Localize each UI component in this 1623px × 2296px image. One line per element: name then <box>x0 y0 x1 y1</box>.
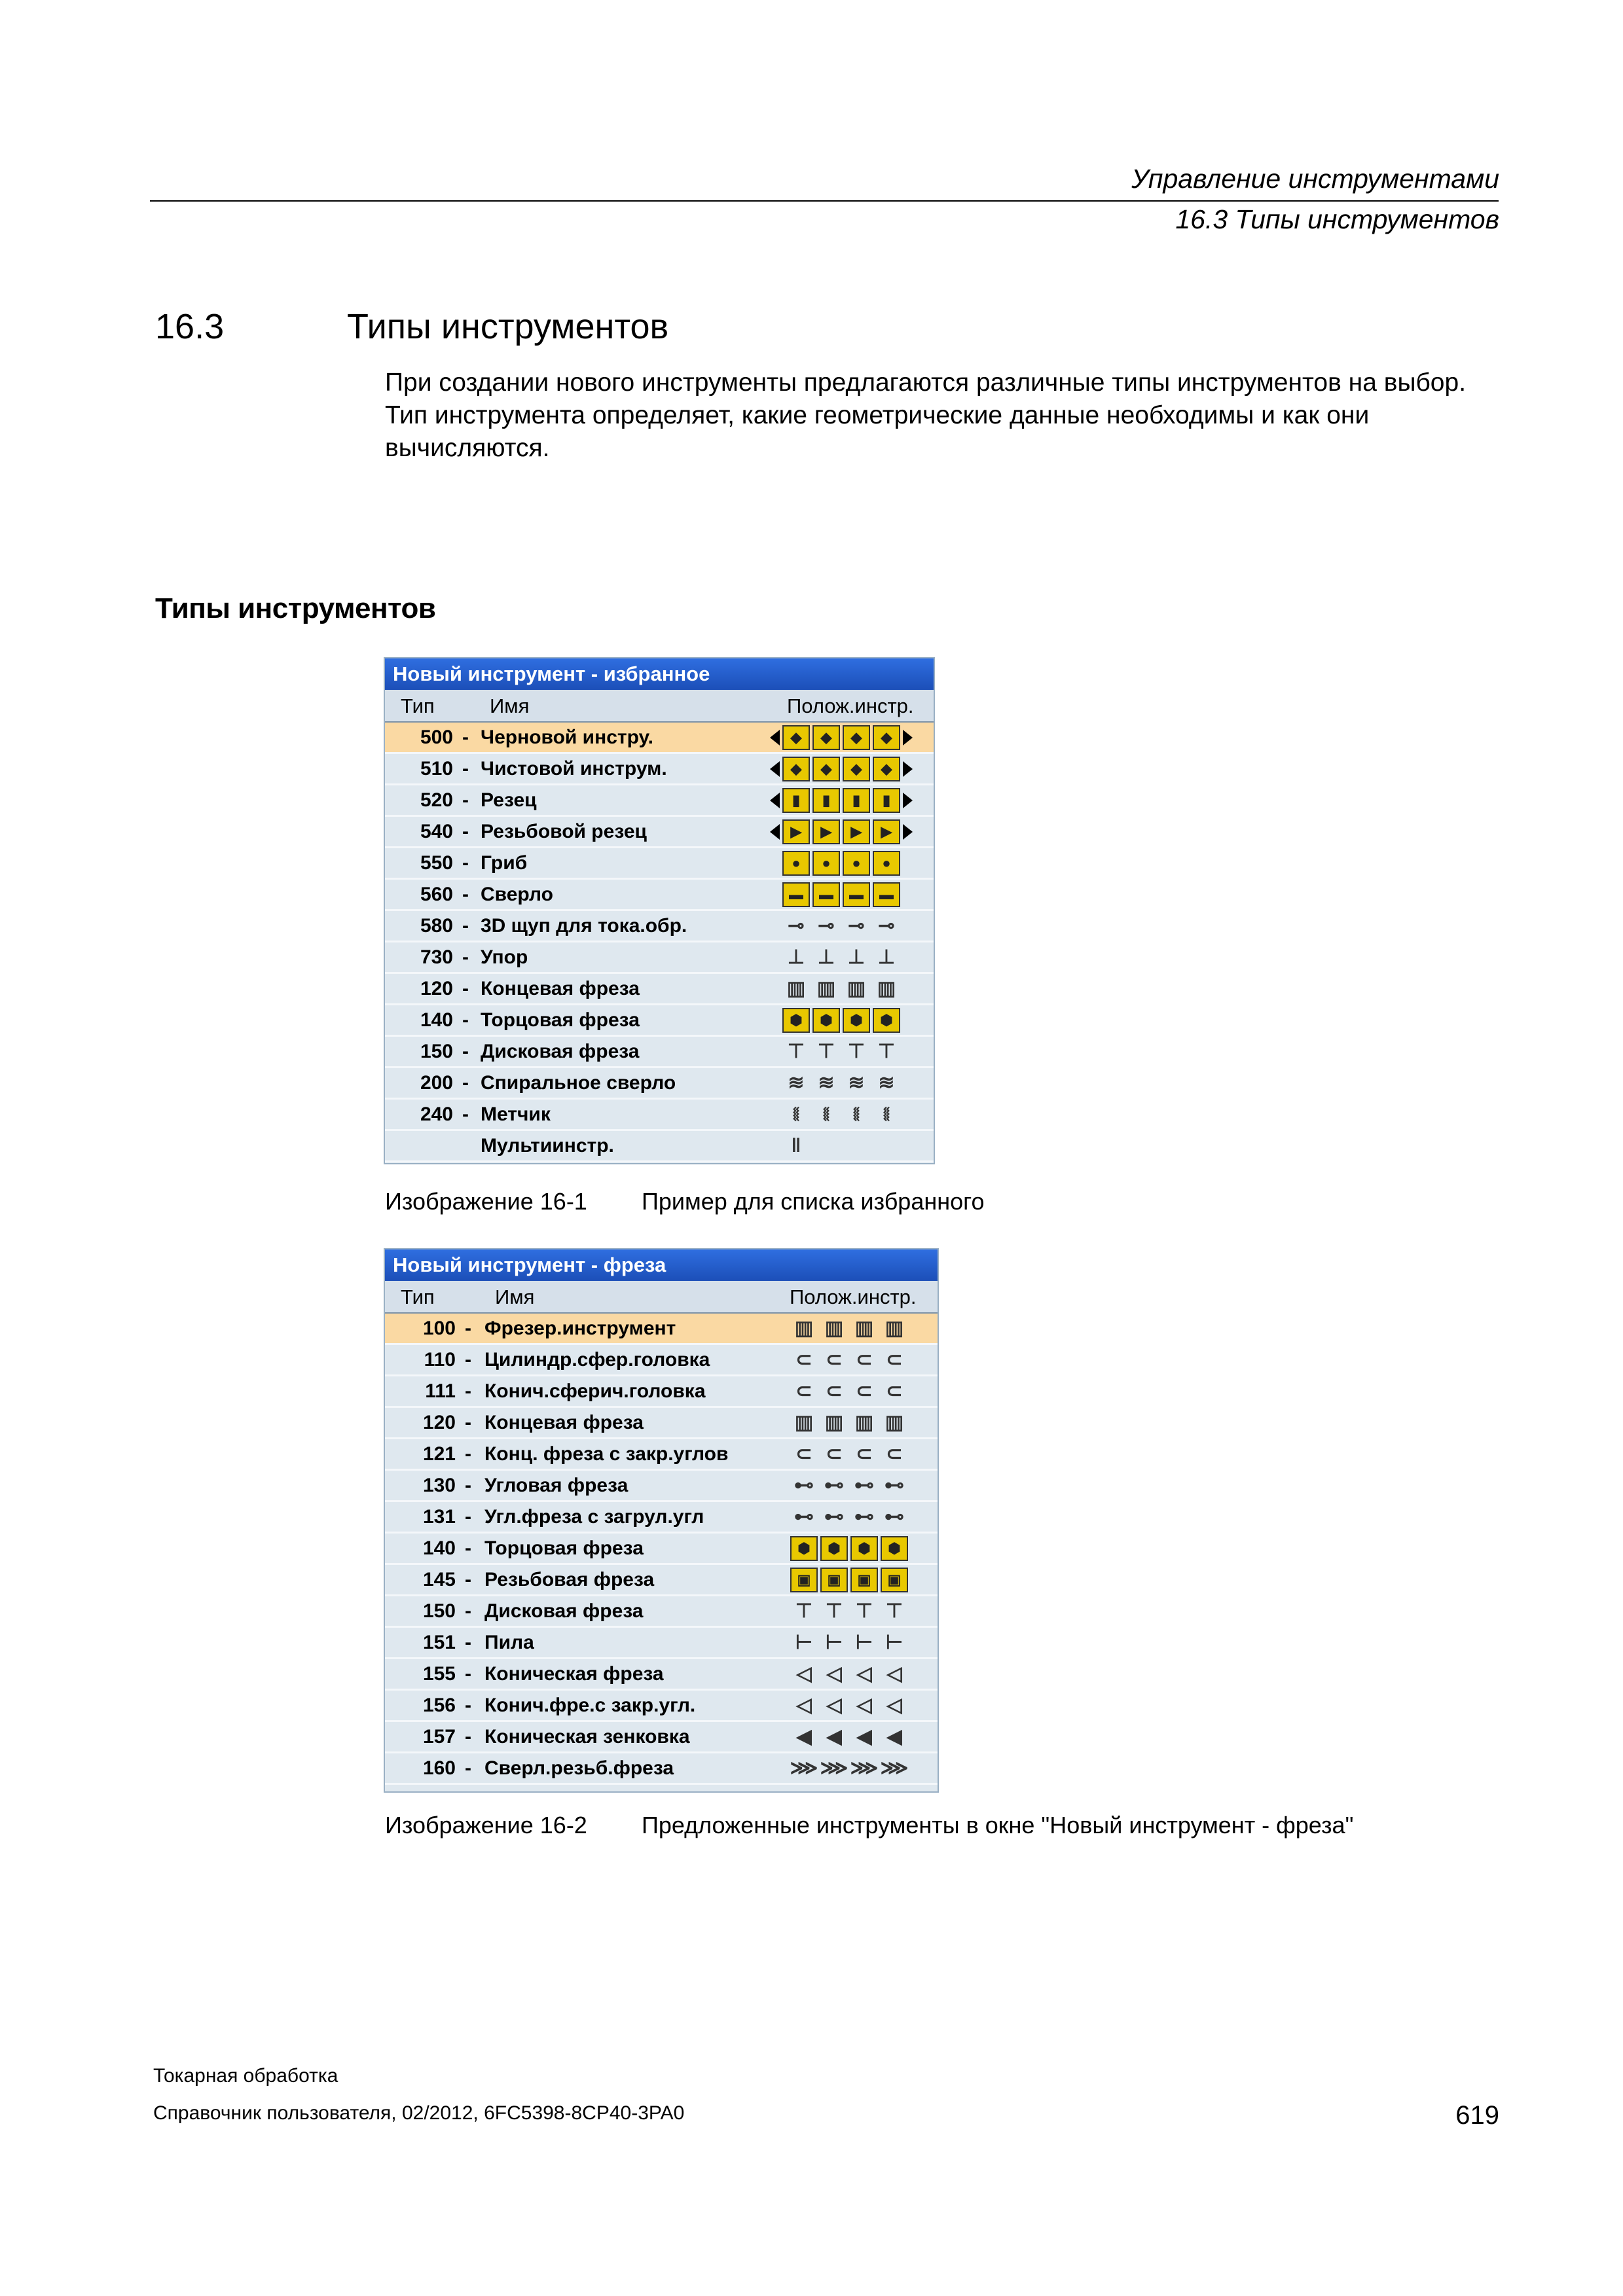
angle-head-icon[interactable]: ⊷ <box>794 1474 814 1496</box>
table-row[interactable] <box>385 817 934 848</box>
groove-tool-icon[interactable]: ▮ <box>843 788 870 813</box>
tool-type-number: 240 <box>420 1103 453 1125</box>
turning-insert-icon[interactable]: ◆ <box>843 725 870 750</box>
disc-mill-icon[interactable]: ⊤ <box>855 1600 873 1622</box>
column-position: Полож.инстр. <box>787 694 914 717</box>
tool-type-number: 160 <box>422 1757 456 1779</box>
separator-dash: - <box>462 1103 469 1125</box>
intro-paragraph: При создании нового инструменты предлагаются различные типы инструментов на выбор. Тип инструмента определяет, какие геометрические данные необходимы и как они вычисляются. <box>385 368 1467 462</box>
tool-name: 3D щуп для тока.обр. <box>481 915 687 937</box>
turning-insert-icon[interactable]: ◆ <box>873 757 900 781</box>
tool-position-icons <box>770 754 913 783</box>
figure2-caption-label: Изображение 16-2 <box>385 1812 587 1839</box>
button-tool-icon[interactable]: ● <box>843 851 870 876</box>
separator-dash: - <box>465 1757 471 1779</box>
taper-mill-icon[interactable]: ◁ <box>826 1694 842 1716</box>
groove-tool-icon[interactable]: ▮ <box>782 788 810 813</box>
tool-name: Мультиинстр. <box>481 1135 614 1157</box>
button-tool-icon[interactable]: ● <box>782 851 810 876</box>
separator-dash: - <box>462 758 469 780</box>
table-row[interactable] <box>385 723 934 754</box>
tool-position-icons <box>770 1005 902 1035</box>
disc-mill-icon[interactable]: ⊤ <box>825 1600 843 1622</box>
end-mill-icon[interactable]: ▥ <box>786 977 806 999</box>
tool-type-number: 540 <box>420 821 453 842</box>
twist-drill-icon[interactable]: ≋ <box>878 1071 895 1094</box>
saw-icon[interactable]: ⊢ <box>795 1631 813 1653</box>
tool-position-icons <box>770 785 913 815</box>
table-row[interactable] <box>385 1534 938 1565</box>
subheading: Типы инструментов <box>155 592 436 624</box>
tool-position-icons <box>770 1100 902 1129</box>
ball-mill-icon[interactable]: ⊂ <box>856 1443 873 1465</box>
table-row[interactable] <box>385 1408 938 1439</box>
tool-name: Черновой инстру. <box>481 726 653 748</box>
tool-position-icons <box>778 1345 909 1374</box>
groove-tool-icon[interactable]: ▮ <box>873 788 900 813</box>
table-row[interactable] <box>385 754 934 785</box>
multitool-icon[interactable]: ‖ <box>791 1134 801 1157</box>
countersink-icon[interactable]: ◀ <box>796 1725 812 1748</box>
table-row[interactable] <box>385 880 934 911</box>
table-row[interactable] <box>385 1722 938 1753</box>
tool-name: Торцовая фреза <box>484 1537 644 1559</box>
tool-type-number: 560 <box>420 884 453 905</box>
end-mill-icon[interactable]: ▥ <box>884 1411 904 1433</box>
separator-dash: - <box>462 978 469 999</box>
end-mill-icon[interactable]: ▥ <box>854 1411 874 1433</box>
column-header-row <box>385 690 934 723</box>
separator-dash: - <box>465 1506 471 1528</box>
groove-tool-icon[interactable]: ▮ <box>812 788 840 813</box>
disc-mill-icon[interactable]: ⊤ <box>817 1040 835 1062</box>
thread-tool-icon[interactable]: ▶ <box>873 819 900 844</box>
tool-type-number <box>385 1131 453 1160</box>
stop-icon[interactable]: ⊥ <box>877 946 896 968</box>
tool-name: Дисковая фреза <box>481 1041 640 1062</box>
face-mill-icon[interactable]: ⬢ <box>850 1536 878 1561</box>
end-mill-icon[interactable]: ▥ <box>816 977 836 999</box>
tool-type-number: 145 <box>422 1569 456 1590</box>
tool-name: Сверло <box>481 884 553 905</box>
separator-dash: - <box>462 726 469 748</box>
disc-mill-icon[interactable]: ⊤ <box>847 1040 866 1062</box>
probe-icon[interactable]: ⊸ <box>878 914 895 937</box>
mill-tool-icon[interactable]: ▥ <box>854 1317 874 1339</box>
table-row[interactable] <box>385 942 934 974</box>
milling-dialog <box>384 1248 939 1793</box>
ball-mill-icon[interactable]: ⊂ <box>856 1380 873 1402</box>
tool-position-icons <box>770 1131 811 1160</box>
drill-thread-mill-icon[interactable]: ⋙ <box>790 1757 818 1779</box>
angle-head-icon[interactable]: ⊷ <box>794 1505 814 1528</box>
face-mill-icon[interactable]: ⬢ <box>873 1008 900 1033</box>
section-title: Типы инструментов <box>347 307 669 346</box>
twist-drill-icon[interactable]: ≋ <box>788 1071 805 1094</box>
separator-dash: - <box>465 1443 471 1465</box>
figure1-caption-label: Изображение 16-1 <box>385 1188 587 1215</box>
column-header-row <box>385 1281 938 1314</box>
saw-icon[interactable]: ⊢ <box>885 1631 903 1653</box>
table-row[interactable] <box>385 1376 938 1408</box>
turning-insert-icon[interactable]: ◆ <box>812 725 840 750</box>
disc-mill-icon[interactable]: ⊤ <box>877 1040 896 1062</box>
face-mill-icon[interactable]: ⬢ <box>843 1008 870 1033</box>
end-mill-icon[interactable]: ▥ <box>847 977 866 999</box>
tool-type-number: 150 <box>420 1041 453 1062</box>
table-row[interactable] <box>385 1005 934 1037</box>
tool-position-icons <box>778 1502 909 1532</box>
table-row[interactable] <box>385 1439 938 1471</box>
table-row[interactable] <box>385 1345 938 1376</box>
tool-position-icons <box>770 880 902 909</box>
angle-head-icon[interactable]: ⊷ <box>824 1474 844 1496</box>
taper-mill-icon[interactable]: ◁ <box>856 1694 872 1716</box>
table-row[interactable] <box>385 848 934 880</box>
taper-mill-icon[interactable]: ◁ <box>796 1662 812 1685</box>
tool-position-icons <box>770 974 902 1003</box>
countersink-icon[interactable]: ◀ <box>886 1725 902 1748</box>
separator-dash: - <box>465 1569 471 1590</box>
stop-icon[interactable]: ⊥ <box>787 946 805 968</box>
drill-thread-mill-icon[interactable]: ⋙ <box>850 1757 879 1779</box>
tool-position-icons <box>770 942 902 972</box>
tool-position-icons <box>778 1471 909 1500</box>
separator-dash: - <box>465 1726 471 1748</box>
tool-name: Конц. фреза с закр.углов <box>484 1443 729 1465</box>
favorites-dialog <box>384 657 935 1164</box>
tool-position-icons <box>778 1534 909 1563</box>
ball-mill-icon[interactable]: ⊂ <box>856 1348 873 1371</box>
tool-position-icons <box>778 1753 909 1783</box>
tool-position-icons <box>770 1037 902 1066</box>
table-row[interactable] <box>385 911 934 942</box>
tool-position-icons <box>778 1565 909 1594</box>
separator-dash: - <box>462 852 469 874</box>
separator-dash: - <box>462 789 469 811</box>
taper-mill-icon[interactable]: ◁ <box>886 1694 902 1716</box>
end-mill-icon[interactable]: ▥ <box>794 1411 814 1433</box>
mill-tool-icon[interactable]: ▥ <box>884 1317 904 1339</box>
column-position: Полож.инстр. <box>790 1285 917 1308</box>
button-tool-icon[interactable]: ● <box>873 851 900 876</box>
arrow-right-icon[interactable] <box>903 761 913 777</box>
tap-icon[interactable]: ⧛ <box>822 1103 830 1125</box>
turning-insert-icon[interactable]: ◆ <box>812 757 840 781</box>
drill-icon[interactable]: ▬ <box>782 882 810 907</box>
tool-name: Концевая фреза <box>481 978 640 999</box>
end-mill-icon[interactable]: ▥ <box>877 977 896 999</box>
tool-type-number: 151 <box>422 1632 456 1653</box>
tool-name: Фрезер.инструмент <box>484 1318 676 1339</box>
table-row[interactable] <box>385 1753 938 1785</box>
table-row[interactable] <box>385 1502 938 1534</box>
tool-name: Цилиндр.сфер.головка <box>484 1349 710 1371</box>
button-tool-icon[interactable]: ● <box>812 851 840 876</box>
tool-type-number: 730 <box>420 946 453 968</box>
table-row[interactable] <box>385 1565 938 1596</box>
thread-mill-icon[interactable]: ▣ <box>881 1568 908 1592</box>
tool-type-number: 155 <box>422 1663 456 1685</box>
tool-name: Торцовая фреза <box>481 1009 640 1031</box>
running-header-section: 16.3 Типы инструментов <box>1175 204 1499 234</box>
face-mill-icon[interactable]: ⬢ <box>790 1536 818 1561</box>
end-mill-icon[interactable]: ▥ <box>824 1411 844 1433</box>
turning-insert-icon[interactable]: ◆ <box>782 757 810 781</box>
tool-name: Резьбовая фреза <box>484 1569 655 1590</box>
separator-dash: - <box>462 915 469 937</box>
tool-type-number: 131 <box>422 1506 456 1528</box>
tool-name: Пила <box>484 1632 534 1653</box>
countersink-icon[interactable]: ◀ <box>856 1725 872 1748</box>
column-name: Имя <box>490 694 530 717</box>
tool-list <box>385 723 934 1162</box>
disc-mill-icon[interactable]: ⊤ <box>795 1600 813 1622</box>
table-row[interactable] <box>385 1659 938 1691</box>
table-row[interactable] <box>385 1691 938 1722</box>
thread-tool-icon[interactable]: ▶ <box>843 819 870 844</box>
tool-name: Упор <box>481 946 528 968</box>
taper-mill-icon[interactable]: ◁ <box>826 1662 842 1685</box>
stop-icon[interactable]: ⊥ <box>817 946 835 968</box>
tool-position-icons <box>778 1722 909 1751</box>
angle-head-icon[interactable]: ⊷ <box>884 1505 904 1528</box>
drill-icon[interactable]: ▬ <box>812 882 840 907</box>
tool-name: Резьбовой резец <box>481 821 647 842</box>
saw-icon[interactable]: ⊢ <box>825 1631 843 1653</box>
tool-name: Гриб <box>481 852 528 874</box>
separator-dash: - <box>462 946 469 968</box>
separator-dash: - <box>465 1600 471 1622</box>
tap-icon[interactable]: ⧛ <box>792 1103 800 1125</box>
table-row[interactable] <box>385 1131 934 1162</box>
table-row[interactable] <box>385 974 934 1005</box>
ball-mill-icon[interactable]: ⊂ <box>826 1348 843 1371</box>
arrow-left-icon[interactable] <box>770 793 780 808</box>
twist-drill-icon[interactable]: ≋ <box>848 1071 865 1094</box>
arrow-right-icon[interactable] <box>903 793 913 808</box>
face-mill-icon[interactable]: ⬢ <box>782 1008 810 1033</box>
turning-insert-icon[interactable]: ◆ <box>843 757 870 781</box>
taper-mill-icon[interactable]: ◁ <box>796 1694 812 1716</box>
tool-position-icons <box>778 1376 909 1406</box>
figure2-caption-text: Предложенные инструменты в окне "Новый инструмент - фреза" <box>642 1812 1354 1839</box>
ball-mill-icon[interactable]: ⊂ <box>795 1348 812 1371</box>
tool-position-icons <box>778 1596 909 1626</box>
face-mill-icon[interactable]: ⬢ <box>881 1536 908 1561</box>
table-row[interactable] <box>385 1037 934 1068</box>
separator-dash: - <box>462 821 469 842</box>
tool-type-number: 110 <box>424 1349 456 1371</box>
dialog-title: Новый инструмент - избранное <box>385 658 934 690</box>
table-row[interactable] <box>385 785 934 817</box>
tool-position-icons <box>778 1628 909 1657</box>
tool-type-number: 150 <box>422 1600 456 1622</box>
arrow-left-icon[interactable] <box>770 730 780 745</box>
tool-type-number: 140 <box>422 1537 456 1559</box>
thread-tool-icon[interactable]: ▶ <box>782 819 810 844</box>
tool-name: Дисковая фреза <box>484 1600 644 1622</box>
drill-icon[interactable]: ▬ <box>873 882 900 907</box>
tool-position-icons <box>770 723 913 752</box>
tool-name: Чистовой инструм. <box>481 758 667 780</box>
countersink-icon[interactable]: ◀ <box>826 1725 842 1748</box>
table-row[interactable] <box>385 1628 938 1659</box>
separator-dash: - <box>465 1663 471 1685</box>
tool-position-icons <box>778 1691 909 1720</box>
disc-mill-icon[interactable]: ⊤ <box>787 1040 805 1062</box>
tap-icon[interactable]: ⧛ <box>883 1103 890 1125</box>
probe-icon[interactable]: ⊸ <box>848 914 865 937</box>
ball-mill-icon[interactable]: ⊂ <box>886 1443 903 1465</box>
drill-thread-mill-icon[interactable]: ⋙ <box>820 1757 848 1779</box>
tool-type-number: 120 <box>422 1412 456 1433</box>
separator-dash: - <box>465 1632 471 1653</box>
tool-type-number: 120 <box>420 978 453 999</box>
twist-drill-icon[interactable]: ≋ <box>818 1071 835 1094</box>
dialog-title: Новый инструмент - фреза <box>385 1249 938 1281</box>
column-type: Тип <box>401 694 435 717</box>
ball-mill-icon[interactable]: ⊂ <box>826 1380 843 1402</box>
tool-type-number: 130 <box>422 1475 456 1496</box>
tool-type-number: 580 <box>420 915 453 937</box>
ball-mill-icon[interactable]: ⊂ <box>886 1348 903 1371</box>
taper-mill-icon[interactable]: ◁ <box>856 1662 872 1685</box>
separator-dash: - <box>465 1537 471 1559</box>
taper-mill-icon[interactable]: ◁ <box>886 1662 902 1685</box>
tool-type-number: 520 <box>420 789 453 811</box>
mill-tool-icon[interactable]: ▥ <box>824 1317 844 1339</box>
separator-dash: - <box>465 1412 471 1433</box>
tool-name: Конич.сферич.головка <box>484 1380 706 1402</box>
thread-mill-icon[interactable]: ▣ <box>850 1568 878 1592</box>
angle-head-icon[interactable]: ⊷ <box>854 1505 874 1528</box>
ball-mill-icon[interactable]: ⊂ <box>826 1443 843 1465</box>
page-number: 619 <box>1455 2101 1499 2130</box>
table-row[interactable] <box>385 1471 938 1502</box>
drill-thread-mill-icon[interactable]: ⋙ <box>880 1757 909 1779</box>
tool-name: Сверл.резьб.фреза <box>484 1757 674 1779</box>
tool-name: Угл.фреза с загрул.угл <box>484 1506 704 1528</box>
tool-name: Конич.фре.с закр.угл. <box>484 1695 696 1716</box>
tool-position-icons <box>770 911 902 941</box>
angle-head-icon[interactable]: ⊷ <box>854 1474 874 1496</box>
tool-type-number: 121 <box>422 1443 456 1465</box>
tool-name: Резец <box>481 789 537 811</box>
saw-icon[interactable]: ⊢ <box>855 1631 873 1653</box>
tap-icon[interactable]: ⧛ <box>852 1103 860 1125</box>
arrow-left-icon[interactable] <box>770 761 780 777</box>
separator-dash: - <box>462 884 469 905</box>
footer-doc-info: Справочник пользователя, 02/2012, 6FC5398-8CP40-3PA0 <box>153 2102 685 2124</box>
turning-insert-icon[interactable]: ◆ <box>873 725 900 750</box>
running-header-chapter: Управление инструментами <box>1131 164 1499 194</box>
figure1-caption-text: Пример для списка избранного <box>642 1188 985 1215</box>
tool-type-number: 156 <box>422 1695 456 1716</box>
separator-dash: - <box>462 1009 469 1031</box>
tool-name: Коническая зенковка <box>484 1726 690 1748</box>
separator-dash: - <box>465 1695 471 1716</box>
arrow-right-icon[interactable] <box>903 730 913 745</box>
separator-dash: - <box>462 1072 469 1094</box>
tool-type-number: 140 <box>420 1009 453 1031</box>
disc-mill-icon[interactable]: ⊤ <box>885 1600 903 1622</box>
tool-position-icons <box>778 1439 909 1469</box>
thread-mill-icon[interactable]: ▣ <box>790 1568 818 1592</box>
table-row[interactable] <box>385 1068 934 1100</box>
ball-mill-icon[interactable]: ⊂ <box>795 1443 812 1465</box>
thread-mill-icon[interactable]: ▣ <box>820 1568 848 1592</box>
tool-type-number: 100 <box>422 1318 456 1339</box>
face-mill-icon[interactable]: ⬢ <box>812 1008 840 1033</box>
tool-position-icons <box>778 1659 909 1689</box>
separator-dash: - <box>465 1318 471 1339</box>
table-row[interactable] <box>385 1100 934 1131</box>
column-type: Тип <box>401 1285 435 1308</box>
tool-name: Угловая фреза <box>484 1475 629 1496</box>
tool-position-icons <box>770 817 913 846</box>
ball-mill-icon[interactable]: ⊂ <box>795 1380 812 1402</box>
section-number: 16.3 <box>155 307 225 346</box>
tool-name: Метчик <box>481 1103 551 1125</box>
separator-dash: - <box>465 1349 471 1371</box>
tool-position-icons <box>770 1068 902 1098</box>
thread-tool-icon[interactable]: ▶ <box>812 819 840 844</box>
arrow-left-icon[interactable] <box>770 824 780 840</box>
table-row[interactable] <box>385 1314 938 1345</box>
separator-dash: - <box>465 1380 471 1402</box>
ball-mill-icon[interactable]: ⊂ <box>886 1380 903 1402</box>
tool-type-number: 157 <box>422 1726 456 1748</box>
face-mill-icon[interactable]: ⬢ <box>820 1536 848 1561</box>
tool-type-number: 500 <box>420 726 453 748</box>
separator-dash: - <box>465 1475 471 1496</box>
turning-insert-icon[interactable]: ◆ <box>782 725 810 750</box>
mill-tool-icon[interactable]: ▥ <box>794 1317 814 1339</box>
tool-name: Спиральное сверло <box>481 1072 676 1094</box>
tool-type-number: 200 <box>420 1072 453 1094</box>
arrow-right-icon[interactable] <box>903 824 913 840</box>
tool-type-number: 510 <box>420 758 453 780</box>
angle-head-icon[interactable]: ⊷ <box>884 1474 904 1496</box>
tool-position-icons <box>770 848 902 878</box>
tool-type-number: 111 <box>425 1380 456 1402</box>
tool-name: Концевая фреза <box>484 1412 644 1433</box>
tool-list <box>385 1314 938 1785</box>
tool-position-icons <box>778 1408 909 1437</box>
footer-book-title: Токарная обработка <box>153 2065 338 2087</box>
header-rule <box>150 200 1499 202</box>
angle-head-icon[interactable]: ⊷ <box>824 1505 844 1528</box>
tool-position-icons <box>778 1314 909 1343</box>
separator-dash: - <box>462 1041 469 1062</box>
tool-type-number: 550 <box>420 852 453 874</box>
probe-icon[interactable]: ⊸ <box>788 914 805 937</box>
stop-icon[interactable]: ⊥ <box>847 946 866 968</box>
column-name: Имя <box>495 1285 535 1308</box>
tool-name: Коническая фреза <box>484 1663 664 1685</box>
table-row[interactable] <box>385 1596 938 1628</box>
probe-icon[interactable]: ⊸ <box>818 914 835 937</box>
drill-icon[interactable]: ▬ <box>843 882 870 907</box>
